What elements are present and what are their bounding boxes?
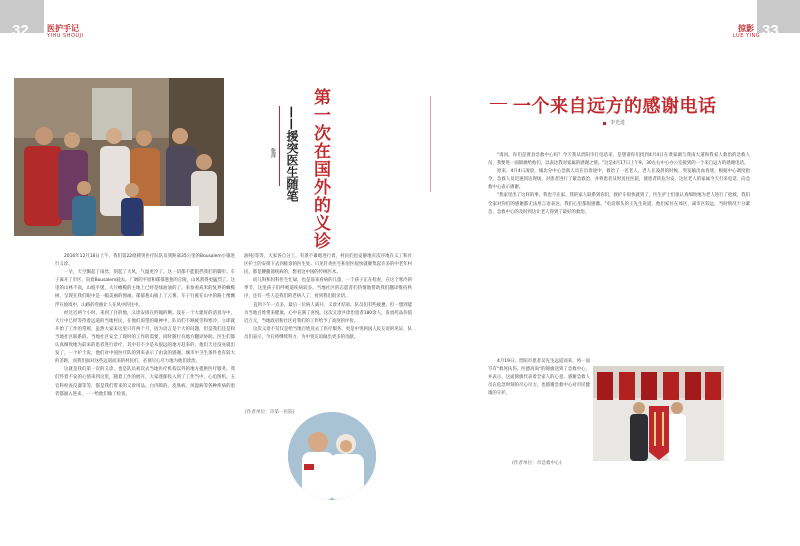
portrait-image — [288, 412, 376, 500]
right-title: 一个来自远方的感谢电话 — [513, 96, 717, 117]
portrait-photo — [286, 410, 378, 502]
left-col1-p1: 2016年12月18日上午，我们第22批援突医疗队队员到距离35公里的Bousalem小镇进行义诊。 — [55, 254, 235, 268]
right-section-subtitle: LUE YING — [733, 33, 761, 39]
left-title-divider — [279, 106, 280, 186]
left-col1-p4: 这就是我们第一次的义诊，也是队员初次去当地医疗机构以外的地方提供医疗服务。我们怀着不安的心情来到这里，随着工作的展开，大家逐渐投入到了工作当中，心电图机、五官科检查仪器等等，都是我们带来的义诊用品。白内障的、皮肤病、风湿病等各种疾病的患者都涌入进来，一一给他们做了检查。 — [55, 367, 235, 397]
right-section-title: 掠影 — [738, 24, 754, 33]
left-col1-p2: 一早，天空飘起了雨丝，刮起了大风，气温更冷了。这一切都不能阻挡我们的脚步。车子离开了市区，向着Bousalem驶去。广阔的平原和郁郁葱葱的丘陵，山风刮得更猛烈了。这里的山林不高，山坡平缓，大片橄榄的主地上已经是绿油油的了，来参看戒米的复界的橄榄树，呈现在我们眼中是一幅美丽的图画。郁郁葱山披上了云雾，车子行驶在山中的路上像飘浮在仙境中，山路的弯曲让人在风中的往中。 — [55, 270, 235, 308]
right-p3: "我家里出了这样的事，我也不在家，我的家人联系到你们，救护车很快就到了，医生护士们很认真细致地为老人进行了抢救，我们全家对你们的感谢都无法用言语表达，我们心里都很感激。"电话那头的王先生说道，他们家住在郊区，离市区较远，当时情况十分紧急，急救中心的及时到达让老人得到了最好的救治。 — [488, 193, 750, 215]
left-col2-p1: 油吨)等等，大家各自分工，有条不紊地进行着，村民们也安静地有次序地在义工和社区护士的安排下去到推诊的医生处。只见针灸医生和里医很快就聚集起许多的中老年村民，都是腰腿部疾病的，想看这中国的传统医术。 — [244, 254, 412, 276]
group-photo-image — [14, 78, 224, 236]
left-col2-p4: 这次义诊不仅仅是给当地百姓送去了医疗服务，更是中突两国人民友谊的见证，队员们表示，今后将继续努力，为中突友谊做出更多的贡献。 — [244, 326, 412, 340]
group-photo — [14, 78, 224, 236]
right-title-vrule — [430, 96, 431, 192]
pennant-image — [593, 366, 724, 461]
left-section-subtitle: YIHU SHOUJI — [47, 33, 84, 39]
left-col2-p3: 直到下午一点多，最后一位病人离开，义诊才结束。队员们有些疲惫，但一想到能为当地百姓带来健康，心中充满了喜悦。这次义诊共诊治患者180余人，发放药品价值近万元，当地政府和社区对我们的工作给予了高度的评价。 — [244, 302, 412, 324]
right-p1: "请问，你们是黄县急救中心吗？今天我从贵阳市打电话来，是想请你们找到4月4日在黄家湖与我南大道和我家人救治的急救人员，我要进一面锦旗给他们，以表达我对家属的感谢之情。"这是4月17日上午9、30左右中心办公室接到的一个来自远方的感谢电话。 — [488, 153, 750, 167]
right-page-number: 33 — [762, 22, 779, 39]
right-author: 李光进 — [610, 120, 626, 126]
left-col1-p3: 经过近两个小时，来到了目的地，义诊安排在约翰的剩。设在一个大建好的清真寺中，大厅中已经等待着远道的当地村民，在他们渴望的眼神中，队员们不顾疲劳和寒冷，立即就开始了工作的常规，虽然大家来这里只有两个月，因为语言是个大的问题，但是我们还是和当地社区联系的。当地社区安全了现时的工作的需要，同时随行有地方翻译协助。医生们都认真细致地为前来的患者进行诊疗，其中有不少是从很远的地方赶来的，他们天还没亮就出发了，一个护士说，他们对中国医疗队的到来表示了由衷的感谢。城市中卫生条件也有较大的差距，而我们面对这些远道而来的村民们，必须尽心尽力地为他们诊治。 — [55, 310, 235, 365]
right-author-affiliation: (作者单位：市急救中心) — [512, 461, 562, 466]
right-p2: 原来，4月4日凌晨，城北分中心急救人员在出诊途中，救治了一名老人，老人在凌晨的时候，突发脑出血昏迷。根据中心调度指令，急救人员迅速到达现场，对患者进行了紧急救治，并将患者及时送往医院，使患者转危为安。这位老人的家属今天打来电话，向急救中心表示感谢。 — [488, 169, 750, 191]
left-column-1 — [55, 253, 235, 528]
left-col2-p2: 而儿科和妇科医生忙碌，也是前来看病的儿童，一个孩子正在检查，在这个寒冷的季节，这里孩子们呼吸道疾病较多。当地社区的志愿者们热情地帮助我们翻译维持秩序，还有一些人是我们的老病人了，看到我们很亲切。 — [244, 278, 412, 300]
left-page-number: 32 — [12, 22, 29, 39]
right-title-rule — [490, 103, 507, 104]
left-column-2 — [244, 253, 412, 403]
left-title-main: 第一次在国外的义诊 — [310, 88, 330, 250]
left-author-affiliation: (作者单位：市第一医院) — [245, 410, 295, 415]
right-body-bottom — [488, 358, 590, 448]
right-p4: 4月19日，贵阳市患者吴先生远道而来，将一面写有"救死扶伤、医德高尚"的锦旗送到了急救中心，并表示，这面锦旗代表着全家人的心意，感谢急救人员在危急时刻的尽心尽力，也感谢急救中心对市民健康的守护。 — [488, 359, 590, 397]
right-author-marker — [603, 122, 606, 125]
left-title-sub: ——援突医生随笔 — [285, 106, 299, 202]
left-author: 张洋 — [270, 148, 276, 158]
pennant-photo — [593, 366, 724, 461]
right-body-top — [488, 152, 750, 334]
left-section-title: 医护手记 — [47, 24, 79, 33]
